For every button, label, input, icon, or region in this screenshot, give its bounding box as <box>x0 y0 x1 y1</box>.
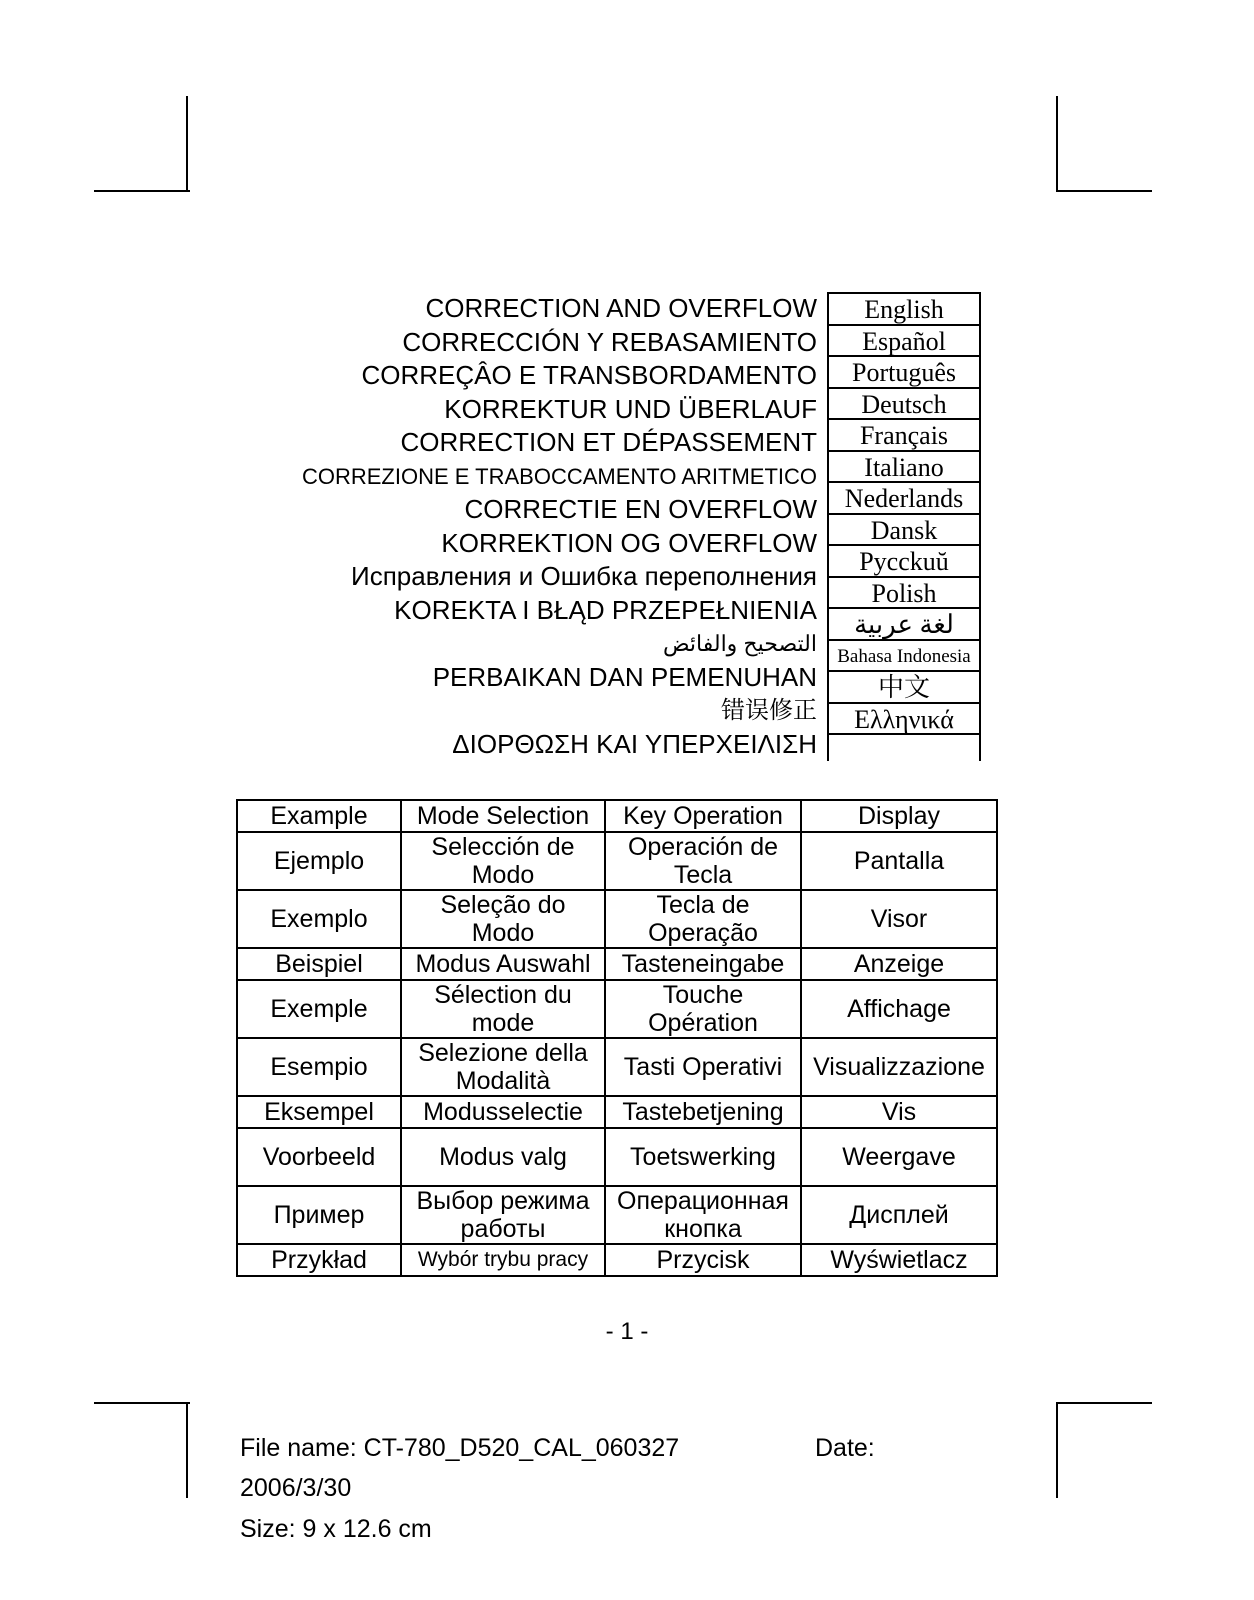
footer-file-name: File name: CT-780_D520_CAL_060327 <box>240 1434 680 1462</box>
table-row <box>237 948 997 980</box>
page-number: - 1 - <box>605 1318 649 1345</box>
title-list <box>200 292 981 761</box>
cell-key-operation: Operación de Tecla <box>605 832 801 890</box>
cell-mode-selection: Mode Selection <box>401 800 605 832</box>
footer-date-value: 2006/3/30 <box>240 1474 352 1502</box>
crop-mark-bottom-left-h <box>94 1402 190 1404</box>
lang-french: Français <box>829 420 979 452</box>
title-arabic: التصحيح والفائض <box>662 631 817 657</box>
cell-display: Visor <box>801 890 997 948</box>
lang-arabic: لغة عربية <box>829 609 979 641</box>
cell-mode-selection: Selección de Modo <box>401 832 605 890</box>
table-row <box>237 980 997 1038</box>
lang-portuguese: Português <box>829 357 979 389</box>
cell-display: Pantalla <box>801 832 997 890</box>
cell-mode-selection: Seleção do Modo <box>401 890 605 948</box>
crop-mark-top-right-h <box>1056 190 1152 192</box>
crop-mark-bottom-right-v <box>1056 1402 1058 1498</box>
title-french: CORRECTION ET DÉPASSEMENT <box>400 427 817 458</box>
cell-example: Example <box>237 800 401 832</box>
cell-key-operation: Tasteneingabe <box>605 948 801 980</box>
cell-example: Esempio <box>237 1038 401 1096</box>
lang-spanish: Español <box>829 326 979 358</box>
cell-example: Voorbeeld <box>237 1128 401 1186</box>
title-italian: CORREZIONE E TRABOCCAMENTO ARITMETICO <box>301 463 817 489</box>
title-spanish: CORRECCIÓN Y REBASAMIENTO <box>402 326 817 357</box>
crop-mark-top-left-h <box>94 190 190 192</box>
crop-mark-top-left-v <box>186 96 188 192</box>
table-row <box>237 1186 997 1244</box>
cell-key-operation: Tasti Operativi <box>605 1038 801 1096</box>
title-greek: ΔΙΟΡΘΩΣΗ ΚΑΙ ΥΠΕΡΧΕΙΛΙΣΗ <box>452 728 817 759</box>
lang-english: English <box>829 294 979 326</box>
cell-display: Weergave <box>801 1128 997 1186</box>
cell-display: Affichage <box>801 980 997 1038</box>
cell-key-operation: Key Operation <box>605 800 801 832</box>
cell-mode-selection: Modus Auswahl <box>401 948 605 980</box>
lang-polish: Polish <box>829 578 979 610</box>
title-danish: KORREKTION OG OVERFLOW <box>441 527 817 558</box>
title-column <box>200 292 827 761</box>
language-column <box>827 292 981 761</box>
table-row <box>237 890 997 948</box>
cell-example: Пример <box>237 1186 401 1244</box>
cell-mode-selection: Modusselectie <box>401 1096 605 1128</box>
cell-key-operation: Toetswerking <box>605 1128 801 1186</box>
table-row <box>237 1128 997 1186</box>
table-row <box>237 800 997 832</box>
lang-russian: Pycckuŭ <box>829 546 979 578</box>
title-chinese: 错误修正 <box>721 697 817 725</box>
cell-key-operation: Операционная кнопка <box>605 1186 801 1244</box>
cell-display: Display <box>801 800 997 832</box>
lang-german: Deutsch <box>829 389 979 421</box>
lang-greek: Ελληνικά <box>829 704 979 736</box>
cell-example: Exemple <box>237 980 401 1038</box>
lang-danish: Dansk <box>829 515 979 547</box>
terms-table <box>236 799 998 1277</box>
lang-indonesian: Bahasa Indonesia <box>829 641 979 673</box>
cell-example: Przykład <box>237 1244 401 1276</box>
cell-key-operation: Tastebetjening <box>605 1096 801 1128</box>
cell-example: Ejemplo <box>237 832 401 890</box>
cell-key-operation: Przycisk <box>605 1244 801 1276</box>
footer-size: Size: 9 x 12.6 cm <box>240 1515 432 1543</box>
crop-mark-bottom-left-v <box>186 1402 188 1498</box>
cell-display: Wyświetlacz <box>801 1244 997 1276</box>
cell-display: Visualizzazione <box>801 1038 997 1096</box>
cell-example: Exemplo <box>237 890 401 948</box>
lang-chinese: 中文 <box>829 672 979 704</box>
cell-mode-selection: Modus valg <box>401 1128 605 1186</box>
title-portuguese: CORREÇÂO E TRANSBORDAMENTO <box>361 360 817 391</box>
title-dutch: CORRECTIE EN OVERFLOW <box>464 494 817 525</box>
title-german: KORREKTUR UND ÜBERLAUF <box>444 393 817 424</box>
table-row <box>237 1096 997 1128</box>
cell-example: Eksempel <box>237 1096 401 1128</box>
footer-date-label: Date: <box>815 1434 875 1462</box>
title-english: CORRECTION AND OVERFLOW <box>425 293 817 324</box>
cell-example: Beispiel <box>237 948 401 980</box>
crop-mark-bottom-right-h <box>1056 1402 1152 1404</box>
cell-mode-selection: Wybór trybu pracy <box>401 1244 605 1276</box>
cell-mode-selection: Выбор режима работы <box>401 1186 605 1244</box>
title-indonesian: PERBAIKAN DAN PEMENUHAN <box>432 661 817 692</box>
table-row <box>237 1038 997 1096</box>
title-polish: KOREKTA I BŁĄD PRZEPEŁNIENIA <box>394 594 817 625</box>
cell-mode-selection: Selezione della Modalità <box>401 1038 605 1096</box>
cell-key-operation: Tecla de Operação <box>605 890 801 948</box>
table-row <box>237 1244 997 1276</box>
cell-mode-selection: Sélection du mode <box>401 980 605 1038</box>
cell-key-operation: Touche Opération <box>605 980 801 1038</box>
lang-italian: Italiano <box>829 452 979 484</box>
cell-display: Anzeige <box>801 948 997 980</box>
table-row <box>237 832 997 890</box>
cell-display: Дисплей <box>801 1186 997 1244</box>
cell-display: Vis <box>801 1096 997 1128</box>
lang-dutch: Nederlands <box>829 483 979 515</box>
title-russian: Исправления и Ошибка переполнения <box>351 561 817 592</box>
crop-mark-top-right-v <box>1056 96 1058 192</box>
